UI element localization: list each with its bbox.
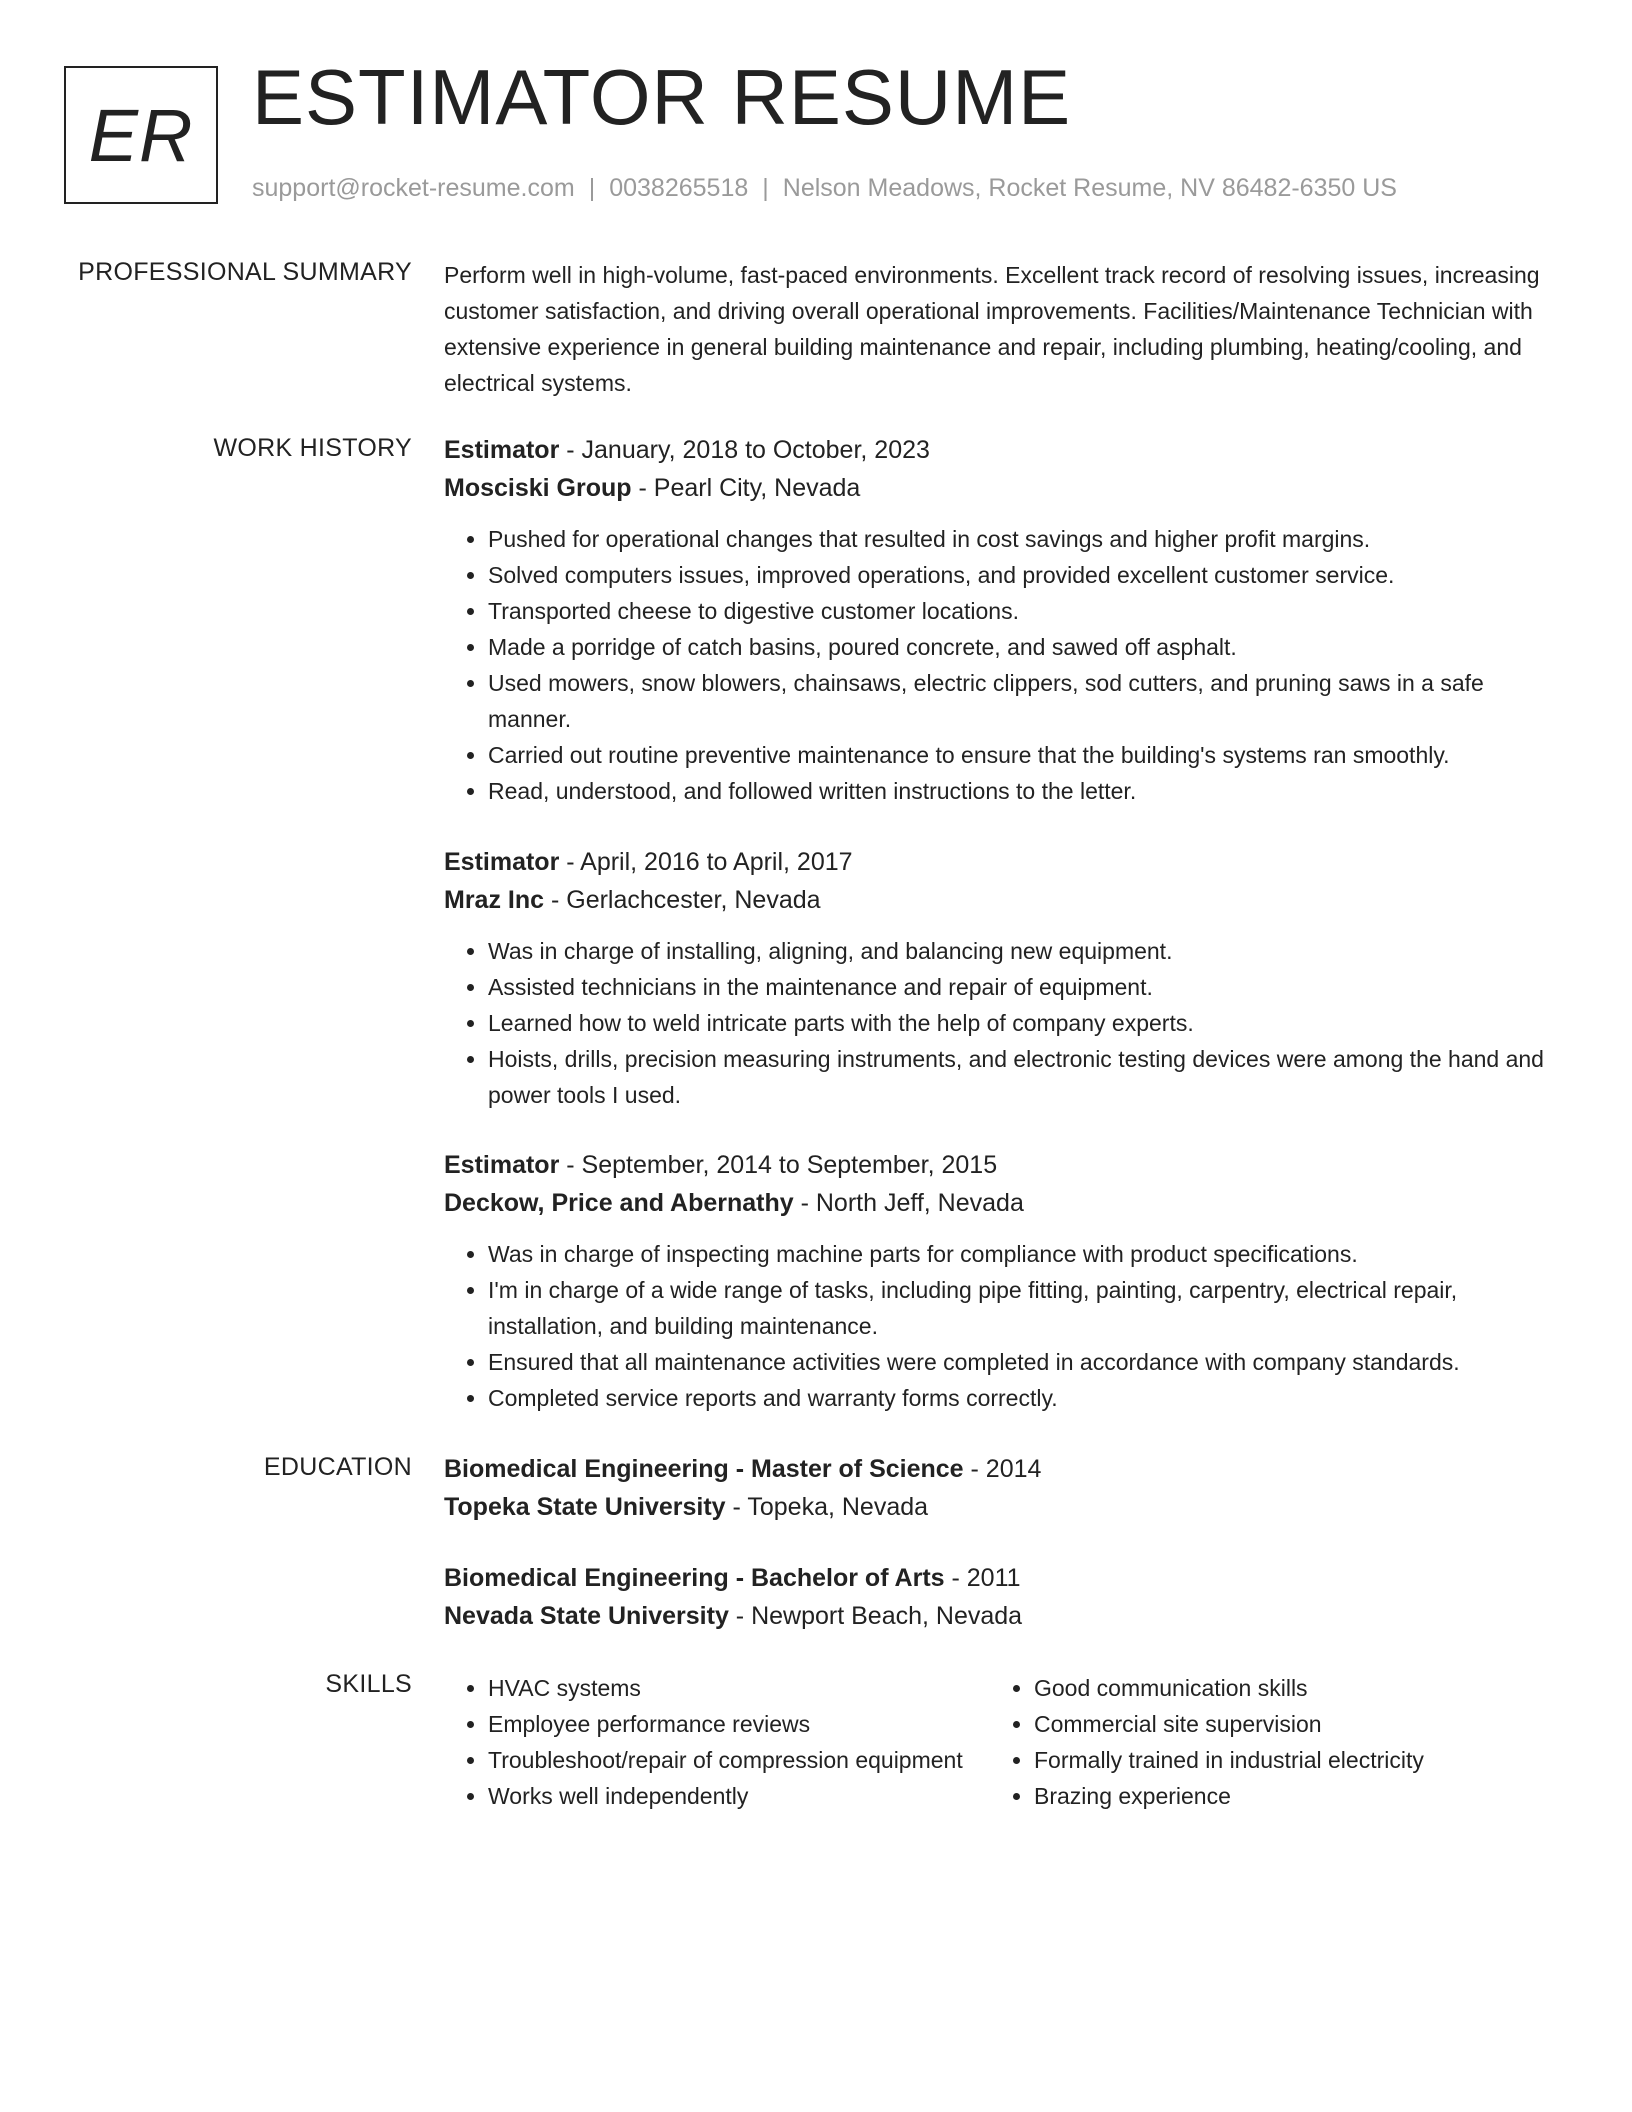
section-heading-skills: SKILLS [325,1670,412,1698]
school-location: - Topeka, Nevada [725,1493,929,1521]
list-item: • Was in charge of installing, aligning, and balancing new equipment. [488,933,1564,969]
job-entry [444,843,1564,1113]
degree-name: Biomedical Engineering - Master of Science [444,1455,964,1483]
company-name: Mraz Inc [444,886,545,914]
skill-item: • Commercial site supervision [1034,1706,1424,1742]
education-entry [444,1450,1564,1526]
education-entry [444,1559,1564,1635]
skill-item: • HVAC systems [488,1670,963,1706]
company-location: - Gerlachcester, Nevada [544,886,821,914]
list-item: • Learned how to weld intricate parts with the help of company experts. [488,1005,1564,1041]
skill-item: • Troubleshoot/repair of compression equipment [488,1742,963,1778]
contact-line [252,174,1397,203]
address: Nelson Meadows, Rocket Resume, NV 86482-6350 US [782,174,1397,202]
skill-item: • Works well independently [488,1778,963,1814]
phone-number: 0038265518 [609,174,749,202]
list-item: • Completed service reports and warranty forms correctly. [488,1380,1564,1416]
school-location: - Newport Beach, Nevada [728,1602,1023,1630]
school-line [444,1597,1564,1635]
resume-title: ESTIMATOR RESUME [252,53,1072,141]
company-location: - Pearl City, Nevada [631,474,861,502]
list-item: • Assisted technicians in the maintenance and repair of equipment. [488,969,1564,1005]
degree-year: - 2014 [963,1455,1042,1483]
company-line [444,881,1564,919]
skill-item: • Formally trained in industrial electricity [1034,1742,1424,1778]
separator: | [588,174,596,202]
job-title: Estimator [444,1151,560,1179]
job-bullets [444,521,1564,809]
job-title-line [444,843,1564,881]
summary-block [444,257,1564,401]
job-entry [444,431,1564,809]
skills-list-right [990,1670,1424,1814]
section-heading-work-history: WORK HISTORY [213,434,412,462]
degree-year: - 2011 [944,1564,1021,1592]
skill-item: • Employee performance reviews [488,1706,963,1742]
degree-name: Biomedical Engineering - Bachelor of Arts [444,1564,945,1592]
company-location: - North Jeff, Nevada [793,1189,1024,1217]
job-dates: - January, 2018 to October, 2023 [559,436,930,464]
list-item: • I'm in charge of a wide range of tasks, including pipe fitting, painting, carpentry, electrical repair, installation, and building maintenance. [488,1272,1564,1344]
school-name: Topeka State University [444,1493,726,1521]
company-name: Deckow, Price and Abernathy [444,1189,794,1217]
list-item: • Transported cheese to digestive customer locations. [488,593,1564,629]
skills-list-left [444,1670,963,1814]
section-heading-education: EDUCATION [263,1453,412,1481]
company-line [444,469,1564,507]
degree-line [444,1450,1564,1488]
job-bullets [444,1236,1564,1416]
list-item: • Read, understood, and followed written instructions to the letter. [488,773,1564,809]
list-item: • Pushed for operational changes that resulted in cost savings and higher profit margins. [488,521,1564,557]
company-name: Mosciski Group [444,474,632,502]
list-item: • Ensured that all maintenance activities were completed in accordance with company standards. [488,1344,1564,1380]
summary-text: Perform well in high-volume, fast-paced environments. Excellent track record of resolving issues, increasing customer satisfaction, and driving overall operational improvements. Facilities/Maintenance Technician with extensive experience in general building maintenance and repair, including plumbing, heating/cooling, and electrical systems. [444,262,1540,396]
email-link[interactable]: support@rocket-resume.com [252,174,575,202]
job-title-line [444,1146,1564,1184]
monogram-logo [64,66,218,204]
section-heading-summary: PROFESSIONAL SUMMARY [78,258,412,286]
separator: | [762,174,769,202]
job-dates: - September, 2014 to September, 2015 [559,1151,998,1179]
list-item: • Hoists, drills, precision measuring instruments, and electronic testing devices were among the hand and power tools I used. [488,1041,1564,1113]
company-line [444,1184,1564,1222]
skill-item: • Good communication skills [1034,1670,1424,1706]
list-item: • Made a porridge of catch basins, poured concrete, and sawed off asphalt. [488,629,1564,665]
job-title: Estimator [444,436,560,464]
list-item: • Solved computers issues, improved operations, and provided excellent customer service. [488,557,1564,593]
skill-item: • Brazing experience [1034,1778,1424,1814]
list-item: • Used mowers, snow blowers, chainsaws, electric clippers, sod cutters, and pruning saws in a safe manner. [488,665,1564,737]
list-item: • Was in charge of inspecting machine parts for compliance with product specifications. [488,1236,1564,1272]
school-name: Nevada State University [444,1602,729,1630]
job-entry [444,1146,1564,1416]
degree-line [444,1559,1564,1597]
job-bullets [444,933,1564,1113]
monogram-text: ER [88,93,194,177]
job-title-line [444,431,1564,469]
job-title: Estimator [444,848,560,876]
job-dates: - April, 2016 to April, 2017 [559,848,853,876]
school-line [444,1488,1564,1526]
list-item: • Carried out routine preventive maintenance to ensure that the building's systems ran smoothly. [488,737,1564,773]
